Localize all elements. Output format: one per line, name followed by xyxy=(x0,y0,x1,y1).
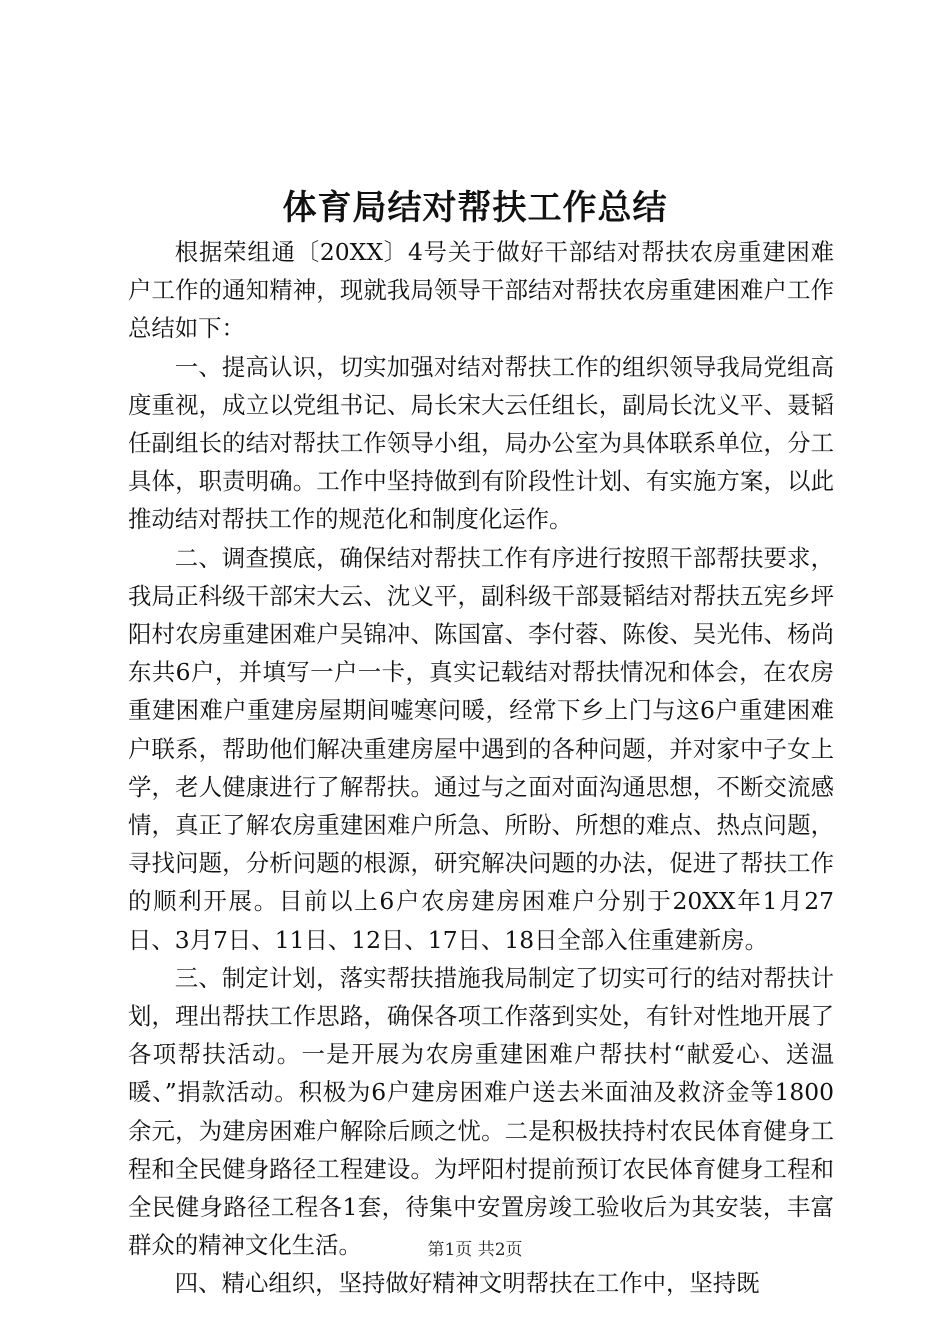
paragraph-intro: 根据荣组通〔20XX〕4号关于做好干部结对帮扶农房重建困难户工作的通知精神，现就我局领导干部结对帮扶农房重建困难户工作总结如下： xyxy=(128,238,834,343)
page-footer: 第1页 共2页 xyxy=(427,1240,523,1260)
paragraph-section-3: 三、制定计划，落实帮扶措施我局制定了切实可行的结对帮扶计划，理出帮扶工作思路，确保各项工作落到实处，有针对性地开展了各项帮扶活动。一是开展为农房重建困难户帮扶村“献爱心、送温暖、”捐款活动。积极为6户建房困难户送去米面油及救济金等1800余元，为建房困难户解除后顾之忧。二是积极扶持村农民体育健身工程和全民健身路径工程建设。为坪阳村提前预订农民体育健身工程和全民健身路径工程各1套，待集中安置房竣工验收后为其安装，丰富群众的精神文化生活。 xyxy=(128,963,834,1260)
paragraph-section-2: 二、调查摸底，确保结对帮扶工作有序进行按照干部帮扶要求，我局正科级干部宋大云、沈义平，副科级干部聂韬结对帮扶五宪乡坪阳村农房重建困难户吴锦冲、陈国富、李付蓉、陈俊、吴光伟、杨尚东共6户，并填写一户一卡，真实记载结对帮扶情况和体会，在农房重建困难户重建房屋期间嘘寒问暖，经常下乡上门与这6户重建困难户联系，帮助他们解决重建房屋中遇到的各种问题，并对家中子女上学，老人健康进行了解帮扶。通过与之面对面沟通思想，不断交流感情，真正了解农房重建困难户所急、所盼、所想的难点、热点问题，寻找问题，分析问题的根源，研究解决问题的办法，促进了帮扶工作的顺利开展。目前以上6户农房建房困难户分别于20XX年1月27日、3月7日、11日、12日、17日、18日全部入住重建新房。 xyxy=(128,543,834,954)
document-title: 体育局结对帮扶工作总结 xyxy=(282,188,668,228)
paragraph-section-1: 一、提高认识，切实加强对结对帮扶工作的组织领导我局党组高度重视，成立以党组书记、局长宋大云任组长，副局长沈义平、聂韬任副组长的结对帮扶工作领导小组，局办公室为具体联系单位，分工具体，职责明确。工作中坚持做到有阶段性计划、有实施方案，以此推动结对帮扶工作的规范化和制度化运作。 xyxy=(128,352,834,534)
document-body xyxy=(128,233,834,1303)
paragraph-section-4: 四、精心组织，坚持做好精神文明帮扶在工作中，坚持既 xyxy=(174,1269,760,1298)
